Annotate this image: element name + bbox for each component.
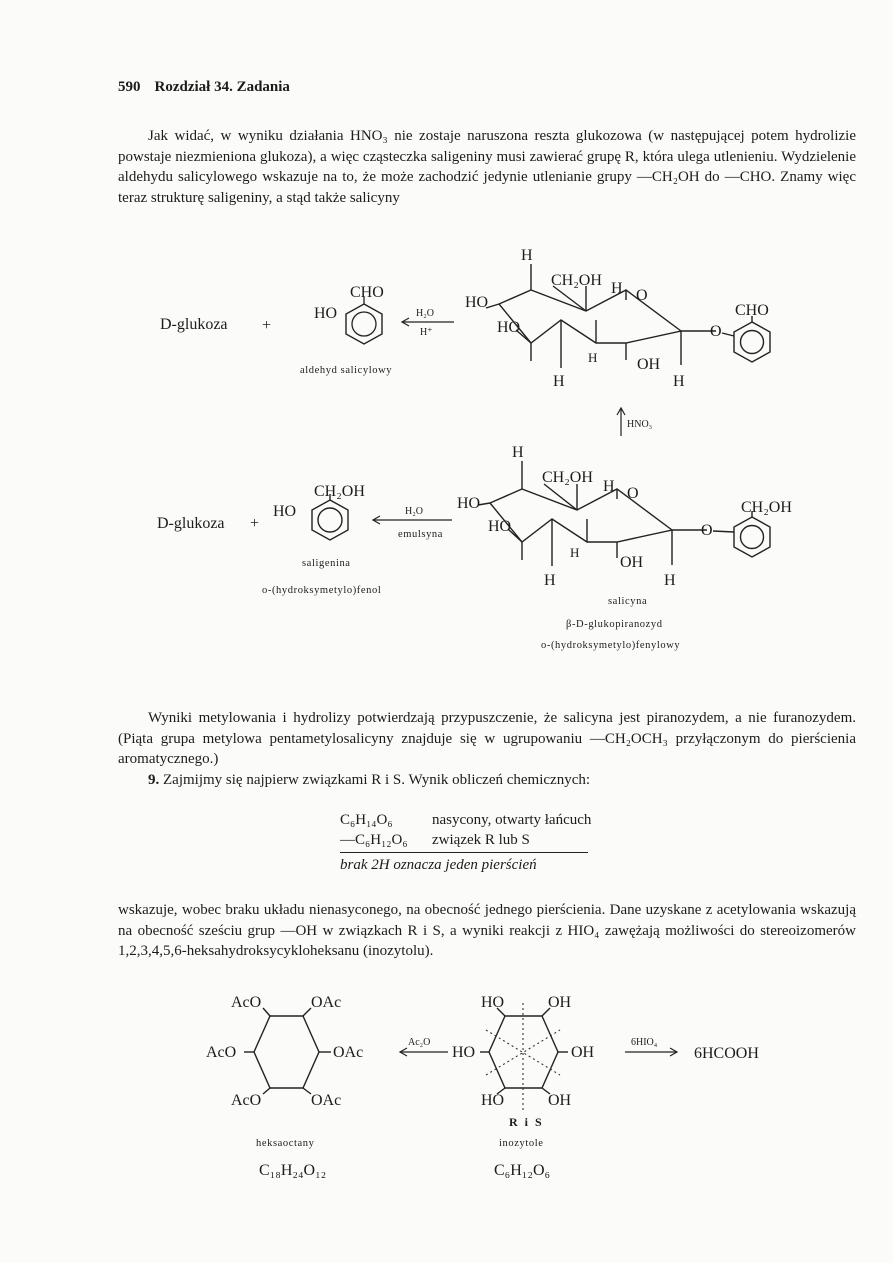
chapter-title: Rozdział 34. Zadania: [154, 79, 290, 95]
aco-left: AcO: [206, 1044, 237, 1061]
sugar-ho-2: HO: [497, 319, 521, 336]
arrow-h2o-2: H₂O: [405, 506, 423, 517]
fenylowy-caption: o-(hydroksymetylo)fenylowy: [541, 640, 681, 651]
glycoside-o: O: [710, 323, 722, 340]
inositol-oh-bottom: OH: [548, 1092, 572, 1109]
inozytole-formula: C₆H₁₂O₆: [494, 1162, 551, 1179]
aryl-ring: [722, 316, 770, 362]
hexaacetate-ring: [244, 1008, 331, 1094]
aryl-ring-2: [713, 511, 770, 557]
heksaoctany-formula: C₁₈H₂₄O₁₂: [259, 1162, 327, 1179]
sugar2-h-ring: H: [603, 478, 615, 495]
d-glukoza-label: D-glukoza: [160, 316, 228, 333]
saligenin-ring: [312, 494, 348, 540]
hio4-label: 6HIO₄: [631, 1037, 658, 1048]
paragraph-2: [118, 708, 856, 790]
inositol-ho-left: HO: [452, 1044, 476, 1061]
aco-bottom-left: AcO: [231, 1092, 262, 1109]
paragraph-3: wskazuje, wobec braku układu nienasyconego, na obecność jednego pierścienia. Dane uzyskane z acetylowania wskazują na obecność sześciu grup —OH w związkach R i S, a wyniki reakcji z HIO₄ zawężają możliwości do stereoizomerów 1,2,3,4,5,6-heksahydroksycykloheksanu (inozytolu).: [118, 902, 856, 959]
ho-group: HO: [314, 305, 338, 322]
oac-right: OAc: [333, 1044, 364, 1061]
emulsyna-label: emulsyna: [398, 529, 444, 540]
calc-formula-2: —C₆H₁₂O₆: [340, 832, 408, 848]
sugar-ring-o: O: [636, 287, 648, 304]
problem-number: 9.: [148, 771, 160, 788]
heksaoctany-caption: heksaoctany: [256, 1138, 315, 1149]
paragraph-2b-text: Zajmijmy się najpierw związkami R i S. Wynik obliczeń chemicznych:: [163, 771, 591, 788]
hno3-label: HNO₃: [627, 419, 653, 430]
saligenin-ch2oh: CH₂OH: [314, 483, 365, 500]
sugar2-h-mid: H: [570, 545, 580, 560]
aryl-cho: CHO: [735, 302, 769, 319]
sugar-ch2oh: CH₂OH: [551, 272, 602, 289]
inozytole-caption: inozytole: [499, 1138, 544, 1149]
inositol-oh-right: OH: [571, 1044, 595, 1061]
aco-top-left: AcO: [231, 994, 262, 1011]
cho-group: CHO: [350, 284, 384, 301]
salicyna-caption: salicyna: [608, 596, 648, 607]
sugar-oh: OH: [637, 356, 661, 373]
sugar-h-ring: H: [611, 280, 623, 297]
hydroksymetylofenol-caption: o-(hydroksymetylo)fenol: [262, 585, 382, 596]
sugar2-ring-o: O: [627, 485, 639, 502]
page-number: 590: [118, 79, 141, 95]
product-formula: 6HCOOH: [694, 1045, 759, 1062]
sugar2-h-bottom-right: H: [664, 572, 676, 589]
arrow-h2o: H₂O: [416, 308, 434, 319]
bottom-scheme: [157, 444, 792, 651]
sugar-h-bottom-left: H: [553, 373, 565, 390]
formula-calculation: [340, 810, 600, 875]
saligenin-ho: HO: [273, 503, 297, 520]
plus-sign-2: +: [250, 515, 260, 532]
inositol-ho-bottom: HO: [481, 1092, 505, 1109]
plus-sign: +: [262, 317, 272, 334]
sugar2-h-top: H: [512, 444, 524, 461]
oac-top-right: OAc: [311, 994, 342, 1011]
paragraph-2-text: Wyniki metylowania i hydrolizy potwierdzają przypuszczenie, że salicyna jest piranozydem, a nie furanozydem. (Piąta grupa metylowa pentametylosalicyny znajduje się w ugrupowaniu —CH₂OCH₃ przyłączonym do pierścienia aromatycznego.): [118, 710, 856, 767]
glycoside-o-2: O: [701, 522, 713, 539]
calc-formula-1: C₆H₁₄O₆: [340, 812, 393, 828]
sugar2-oh: OH: [620, 554, 644, 571]
aryl-ch2oh: CH₂OH: [741, 499, 792, 516]
inositol-ho-top: HO: [481, 994, 505, 1011]
arrow-h-plus: H⁺: [420, 327, 433, 338]
top-scheme: [160, 247, 770, 436]
sugar-h-bottom-right: H: [673, 373, 685, 390]
r-i-s-caption: R i S: [509, 1115, 544, 1129]
inositol-oh-top: OH: [548, 994, 572, 1011]
paragraph-1: Jak widać, w wyniku działania HNO₃ nie zostaje naruszona reszta glukozowa (w następującej potem hydrolizie powstaje niezmieniona glukoza), a więc cząsteczka saligeniny musi zawierać grupę R, która ulega utlenieniu. Wydzielenie aldehydu salicylowego wskazuje na to, że może zachodzić jedynie utlenianie grupy —CH₂OH do —CHO. Znamy więc teraz strukturę saligeniny, a stąd także salicyny: [118, 128, 856, 206]
calc-note-2: związek R lub S: [432, 832, 530, 848]
calc-rule: [340, 852, 588, 853]
sugar-h-mid: H: [588, 350, 598, 365]
d-glukoza-label-2: D-glukoza: [157, 515, 225, 532]
sugar2-ch2oh: CH₂OH: [542, 469, 593, 486]
inositol-scheme: [206, 994, 759, 1179]
sugar-ho-1: HO: [465, 294, 489, 311]
glukopiranozyd-caption: β-D-glukopiranozyd: [566, 619, 663, 630]
sugar2-h-bottom-left: H: [544, 572, 556, 589]
benzene-ring: [346, 297, 382, 344]
sugar2-ho-1: HO: [457, 495, 481, 512]
sugar2-ho-2: HO: [488, 518, 512, 535]
aldehyd-caption: aldehyd salicylowy: [300, 365, 393, 376]
calc-result: brak 2H oznacza jeden pierścień: [340, 857, 537, 873]
calc-note-1: nasycony, otwarty łańcuch: [432, 812, 592, 828]
sugar-h-top: H: [521, 247, 533, 264]
inositol-ring: [480, 1008, 568, 1094]
saligenina-caption: saligenina: [302, 558, 351, 569]
oac-bottom-right: OAc: [311, 1092, 342, 1109]
ac2o-label: Ac₂O: [408, 1037, 431, 1048]
